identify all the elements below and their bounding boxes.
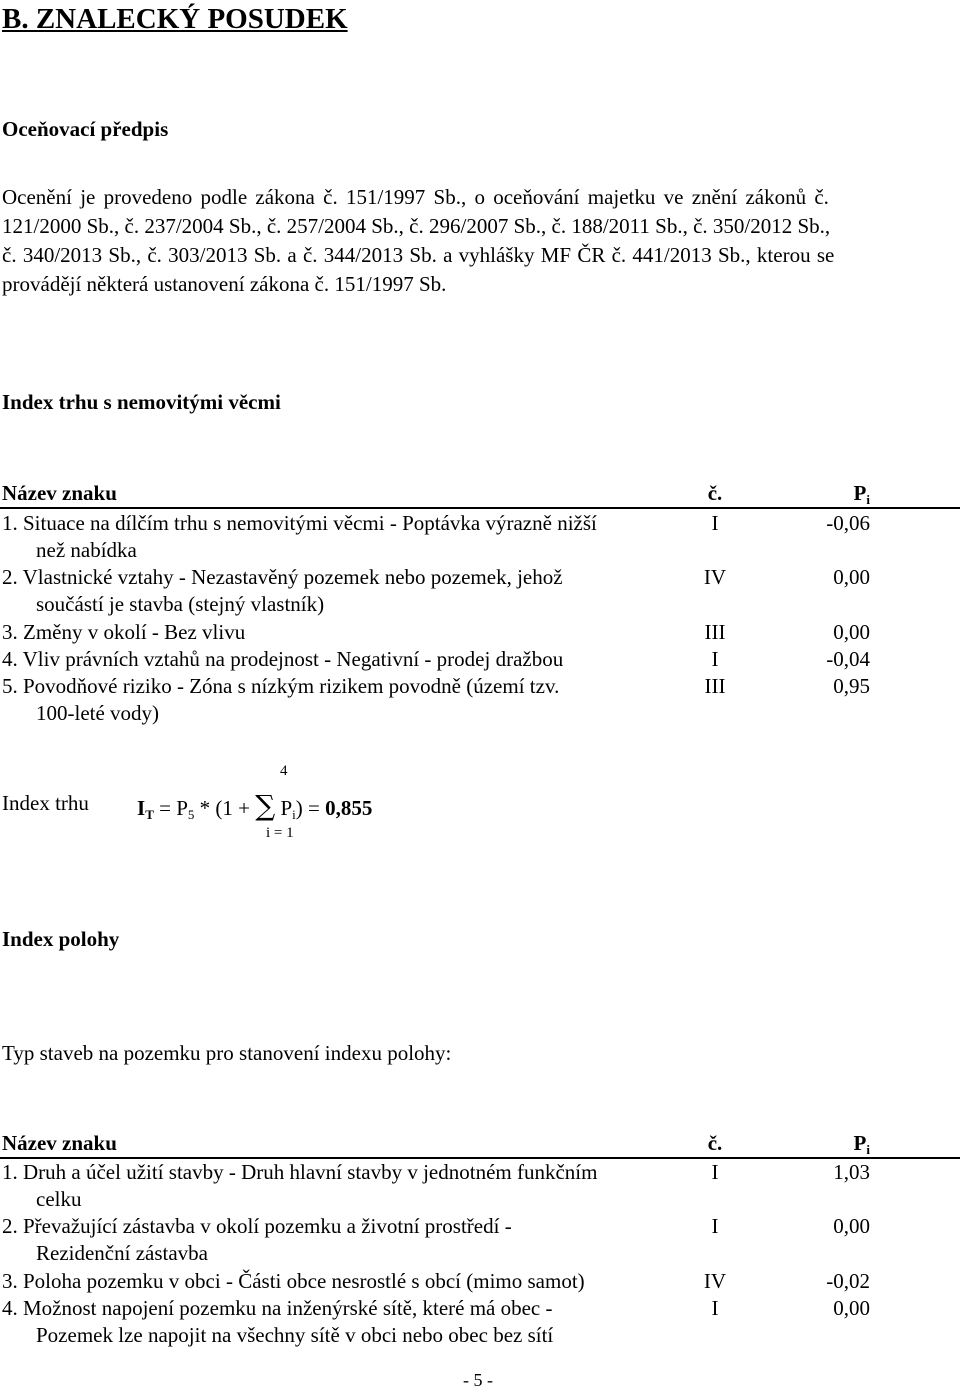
table2-cell-c: IV bbox=[703, 1269, 727, 1293]
table1-cell-p: 0,95 bbox=[833, 674, 870, 698]
table2-row: 4. Možnost napojení pozemku na inženýrské sítě, které má obec - Pozemek lze napojit na všechny sítě v obci nebo obec bez sítí bbox=[2, 1296, 554, 1347]
table1-header-p: $P_i$ bbox=[853, 481, 870, 507]
table2-header-name: Název znaku bbox=[2, 1131, 117, 1155]
table1-header-name: Název znaku bbox=[2, 481, 117, 505]
formula-expression: $I_T = P_5 * (1$ + ∑ $P_i) = 0,855$ bbox=[137, 789, 373, 822]
table2-cell-p: 0,00 bbox=[833, 1296, 870, 1320]
table1-header-rule bbox=[0, 507, 960, 509]
intro-line: č. 340/2013 Sb., č. 303/2013 Sb. a č. 344/2013 Sb. a vyhlášky MF ČR č. 441/2013 Sb., kterou se bbox=[2, 243, 835, 267]
table1-cell-c: III bbox=[704, 674, 726, 698]
page-number: - 5 - bbox=[463, 1370, 493, 1390]
typ-staveb-text: Typ staveb na pozemku pro stanovení indexu polohy: bbox=[2, 1041, 452, 1065]
table1-row: 1. Situace na dílčím trhu s nemovitými věcmi - Poptávka výrazně nižší než nabídka bbox=[2, 511, 597, 562]
table2-cell-c: I bbox=[711, 1296, 719, 1320]
table1-cell-c: IV bbox=[703, 565, 727, 589]
formula-result: 0,855 bbox=[325, 796, 373, 820]
table2-row: 3. Poloha pozemku v obci - Části obce nesrostlé s obcí (mimo samot) bbox=[2, 1269, 585, 1293]
table1-row: 2. Vlastnické vztahy - Nezastavěný pozemek nebo pozemek, jehož součástí je stavba (stejný vlastník) bbox=[2, 565, 563, 616]
table1-row: 5. Povodňové riziko - Zóna s nízkým rizikem povodně (území tzv. 100-leté vody) bbox=[2, 674, 560, 725]
table1-cell-c: III bbox=[704, 620, 726, 644]
intro-paragraph bbox=[2, 183, 834, 299]
table1-header-c: č. bbox=[707, 481, 723, 505]
intro-line: 121/2000 Sb., č. 237/2004 Sb., č. 257/2004 Sb., č. 296/2007 Sb., č. 188/2011 Sb., č. 350/2012 Sb., bbox=[2, 214, 831, 238]
table2-cell-p: -0,02 bbox=[826, 1269, 870, 1293]
table1-row: 3. Změny v okolí - Bez vlivu bbox=[2, 620, 246, 644]
table2-row: 1. Druh a účel užití stavby - Druh hlavní stavby v jednotném funkčním celku bbox=[2, 1160, 598, 1211]
table1-cell-p: 0,00 bbox=[833, 565, 870, 589]
table1-cell-p: 0,00 bbox=[833, 620, 870, 644]
table2-cell-c: I bbox=[711, 1160, 719, 1184]
page-title: B. ZNALECKÝ POSUDEK bbox=[2, 3, 348, 35]
sum-upper-limit: 4 bbox=[280, 763, 288, 779]
table1-cell-c: I bbox=[711, 511, 719, 535]
intro-line: Ocenění je provedeno podle zákona č. 151/1997 Sb., o oceňování majetku ve znění zákonů č. bbox=[2, 185, 829, 209]
table2-row: 2. Převažující zástavba v okolí pozemku a životní prostředí - Rezidenční zástavba bbox=[2, 1214, 512, 1265]
table2-header-p: $P_i$ bbox=[853, 1131, 870, 1157]
intro-line: provádějí některá ustanovení zákona č. 151/1997 Sb. bbox=[2, 272, 447, 296]
formula-label: Index trhu bbox=[2, 791, 89, 815]
table2-cell-c: I bbox=[711, 1214, 719, 1238]
section-heading-oceneni: Oceňovací předpis bbox=[2, 117, 169, 141]
table2-cell-p: 0,00 bbox=[833, 1214, 870, 1238]
table1-cell-p: -0,06 bbox=[826, 511, 870, 535]
table1-cell-c: I bbox=[711, 647, 719, 671]
table2-header-rule bbox=[0, 1157, 960, 1159]
section-heading-index-polohy: Index polohy bbox=[2, 927, 120, 951]
sum-sign: ∑ bbox=[255, 789, 276, 822]
sum-lower-limit: i = 1 bbox=[266, 825, 294, 841]
table2-header-c: č. bbox=[707, 1131, 723, 1155]
table1-cell-p: -0,04 bbox=[826, 647, 870, 671]
table2-cell-p: 1,03 bbox=[833, 1160, 870, 1184]
section-heading-index-trhu: Index trhu s nemovitými věcmi bbox=[2, 390, 281, 414]
table1-row: 4. Vliv právních vztahů na prodejnost - Negativní - prodej dražbou bbox=[2, 647, 564, 671]
